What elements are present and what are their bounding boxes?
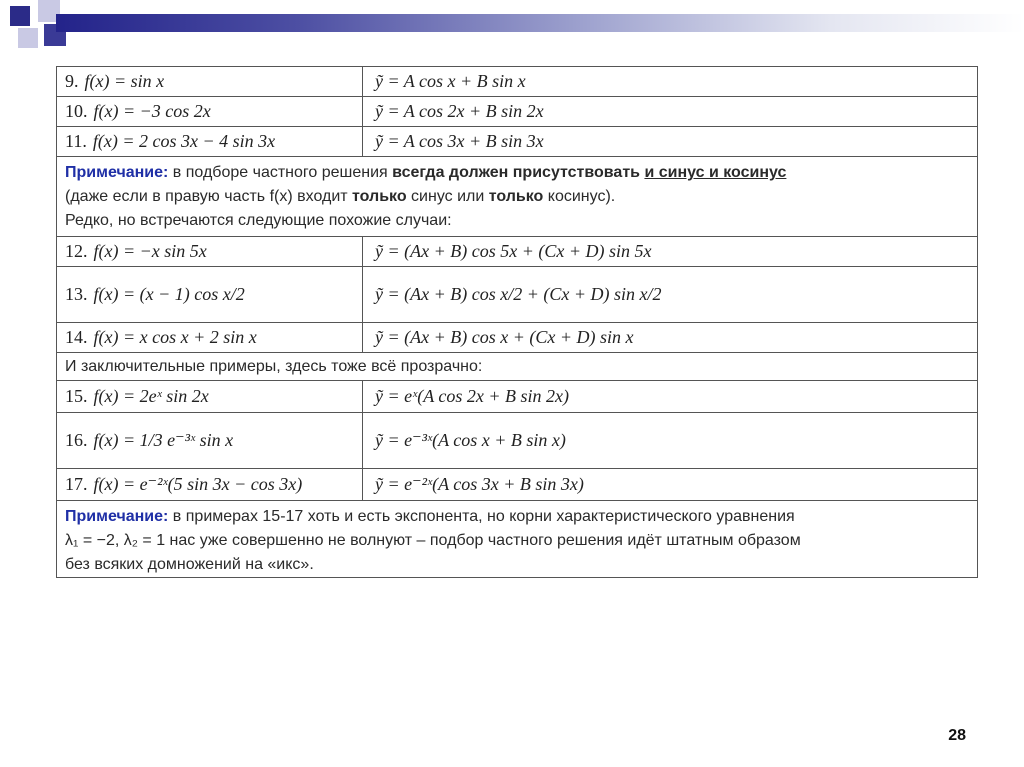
y-cell: [363, 97, 977, 126]
table-row: [57, 67, 977, 97]
row-number: 13.: [65, 284, 88, 304]
note-span: λ₁ = −2, λ₂ = 1 нас уже совершенно не волнуют – подбор частного решения идёт штатным образом: [65, 532, 801, 549]
note-label: Примечание:: [65, 508, 169, 525]
table-row: [57, 469, 977, 501]
note-span: без всяких домножений на «икс».: [65, 556, 314, 573]
page-number: 28: [948, 727, 966, 744]
note-bold-underline: и синус и косинус: [644, 164, 787, 181]
note-bold: только: [352, 188, 407, 205]
y-cell: [363, 323, 977, 352]
row-number: 10.: [65, 101, 88, 121]
note-span: Редко, но встречаются следующие похожие случаи:: [65, 212, 452, 229]
function-formula: f(x) = sin x: [84, 71, 165, 91]
y-cell: [363, 67, 977, 96]
row-number: 14.: [65, 327, 88, 347]
table-row: [57, 127, 977, 157]
row-number: 15.: [65, 386, 88, 406]
f-cell: [57, 67, 363, 96]
y-cell: [363, 381, 977, 412]
row-number: 16.: [65, 430, 88, 450]
solution-formula: ỹ = (Ax + B) cos x/2 + (Cx + D) sin x/2: [375, 284, 662, 304]
solution-formula: ỹ = e⁻²ˣ(A cos 3x + B sin 3x): [375, 474, 584, 494]
row-number: 12.: [65, 241, 88, 261]
note-span: в примерах 15-17 хоть и есть экспонента, но корни характеристического уравнения: [168, 508, 795, 525]
table-row: [57, 97, 977, 127]
y-cell: [363, 237, 977, 266]
f-cell: [57, 469, 363, 500]
note-label: Примечание:: [65, 164, 169, 181]
solutions-table: [56, 66, 978, 578]
note-span: в подборе частного решения: [168, 164, 393, 181]
function-formula: f(x) = e⁻²ˣ(5 sin 3x − cos 3x): [93, 474, 303, 494]
row-number: 9.: [65, 71, 79, 91]
solution-formula: ỹ = e⁻³ˣ(A cos x + B sin x): [375, 430, 566, 450]
y-cell: [363, 413, 977, 468]
table-row: [57, 267, 977, 323]
function-formula: f(x) = 2eˣ sin 2x: [93, 386, 209, 406]
solution-formula: ỹ = A cos 3x + B sin 3x: [375, 131, 544, 151]
decor-square: [18, 28, 38, 48]
y-cell: [363, 127, 977, 156]
note-bold: всегда должен присутствовать: [392, 164, 640, 181]
table-row: [57, 323, 977, 353]
section-text: И заключительные примеры, здесь тоже всё прозрачно:: [65, 357, 483, 375]
function-formula: f(x) = 2 cos 3x − 4 sin 3x: [92, 131, 276, 151]
title-decoration: [0, 0, 1024, 56]
note-row: [57, 353, 977, 381]
y-cell: [363, 469, 977, 500]
gradient-bar: [56, 14, 1024, 32]
function-formula: f(x) = −3 cos 2x: [93, 101, 211, 121]
function-formula: f(x) = −x sin 5x: [93, 241, 207, 261]
row-number: 11.: [65, 131, 87, 151]
note-span: косинус).: [543, 188, 616, 205]
solution-formula: ỹ = (Ax + B) cos 5x + (Cx + D) sin 5x: [375, 241, 652, 261]
note-row: [57, 501, 977, 577]
f-cell: [57, 381, 363, 412]
note-bold: только: [488, 188, 544, 205]
note-text: [65, 161, 969, 233]
solution-formula: ỹ = A cos 2x + B sin 2x: [375, 101, 544, 121]
f-cell: [57, 237, 363, 266]
f-cell: [57, 413, 363, 468]
f-cell: [57, 97, 363, 126]
solution-formula: ỹ = eˣ(A cos 2x + B sin 2x): [375, 386, 569, 406]
note-row: [57, 157, 977, 237]
decor-square: [10, 6, 30, 26]
y-cell: [363, 267, 977, 322]
function-formula: f(x) = x cos x + 2 sin x: [93, 327, 257, 347]
table-row: [57, 381, 977, 413]
note-span: синус или: [406, 188, 489, 205]
note-text: [65, 505, 969, 577]
row-number: 17.: [65, 474, 88, 494]
f-cell: [57, 323, 363, 352]
function-formula: f(x) = (x − 1) cos x/2: [93, 284, 245, 304]
table-row: [57, 237, 977, 267]
f-cell: [57, 127, 363, 156]
note-span: (даже если в правую часть f(x) входит: [65, 188, 353, 205]
solution-formula: ỹ = (Ax + B) cos x + (Cx + D) sin x: [375, 327, 634, 347]
solution-formula: ỹ = A cos x + B sin x: [375, 71, 526, 91]
table-row: [57, 413, 977, 469]
function-formula: f(x) = 1/3 e⁻³ˣ sin x: [93, 430, 234, 450]
f-cell: [57, 267, 363, 322]
